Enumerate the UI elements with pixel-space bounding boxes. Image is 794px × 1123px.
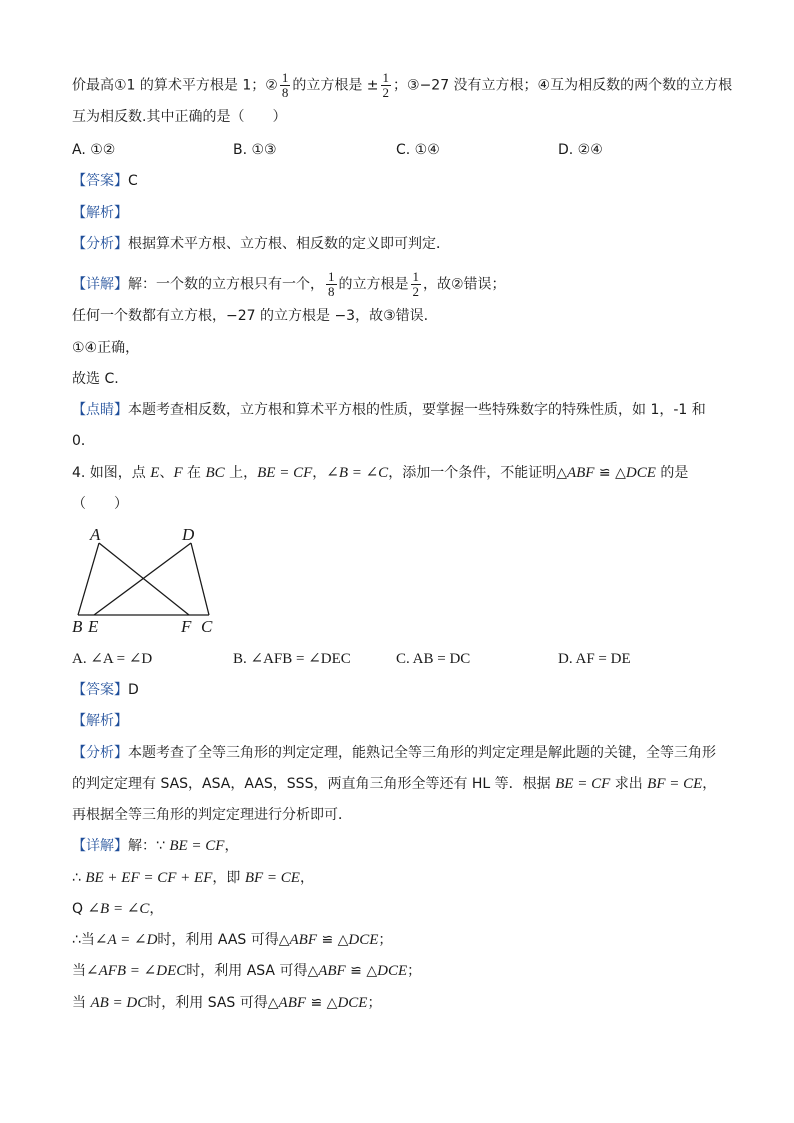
fraction-one-eighth: $\frac{1}{8}$ <box>328 269 335 299</box>
q3-line-any: 任何一个数都有立方根，−27 的立方根是 −3，故③错误. <box>72 308 429 324</box>
q3-answer: 【答案】C <box>72 173 138 189</box>
q4-jiexi: 【解析】 <box>72 713 128 729</box>
label-e: E <box>88 617 99 636</box>
q4-option-b[interactable]: B. ∠AFB = ∠DEC <box>233 651 351 667</box>
q4-xiangjie-1: 【详解】解：∵ BE = CF， <box>72 838 239 854</box>
q4-option-a[interactable]: A. ∠A = ∠D <box>72 651 153 667</box>
q3-line-correct: ①④正确， <box>72 340 140 356</box>
q4-fenxi-3: 再根据全等三角形的判定定理进行分析即可． <box>72 807 352 823</box>
label-b: B <box>72 617 83 636</box>
q4-answer: 【答案】D <box>72 682 139 698</box>
q4-xiangjie-6: 当 AB = DC时，利用 SAS 可得△ABF ≌ △DCE； <box>72 995 382 1011</box>
q3-dianjing-2: 0． <box>72 433 95 449</box>
q4-fenxi-2: 的判定定理有 SAS，ASA，AAS，SSS，两直角三角形全等还有 HL 等．根据 BE = CF 求出 BF = CE， <box>72 776 717 792</box>
label-d: D <box>182 525 195 544</box>
q4-xiangjie-4: ∴当∠A = ∠D时，利用 AAS 可得△ABF ≌ △DCE； <box>72 932 393 948</box>
q3-stem-line-2: 互为相反数.其中正确的是（ ） <box>72 109 287 125</box>
q4-xiangjie-3: Q ∠B = ∠C， <box>72 901 164 917</box>
q4-stem-2: （ ） <box>72 496 128 512</box>
q4-xiangjie-2: ∴ BE + EF = CF + EF，即 BF = CE， <box>72 870 314 886</box>
q3-option-a[interactable]: A. ①② <box>72 142 116 158</box>
label-c: C <box>201 617 213 636</box>
q4-fenxi-1: 【分析】本题考查了全等三角形的判定定理，能熟记全等三角形的判定定理是解此题的关键，全等三角形 <box>72 745 716 761</box>
geometry-figure <box>60 520 230 640</box>
fraction-one-eighth: $\frac{1}{8}$ <box>281 70 289 100</box>
q4-option-c[interactable]: C. AB = DC <box>396 651 471 667</box>
segment-dc <box>191 543 209 615</box>
q3-option-b[interactable]: B. ①③ <box>233 142 277 158</box>
q3-option-d[interactable]: D. ②④ <box>558 142 603 158</box>
q3-dianjing: 【点睛】本题考查相反数，立方根和算术平方根的性质，要掌握一些特殊数字的特殊性质，如 1，-1 和 <box>72 402 706 418</box>
segment-ab <box>78 543 99 615</box>
q4-stem: 4. 如图，点 E、F 在 BC 上，BE = CF，∠B = ∠C，添加一个条件，不能证明△ABF ≌ △DCE 的是 <box>72 465 689 481</box>
q4-option-d[interactable]: D. AF = DE <box>558 651 631 667</box>
fraction-one-half: $\frac{1}{2}$ <box>412 269 419 299</box>
q3-line-choose: 故选 C. <box>72 371 119 387</box>
fraction-one-half: $\frac{1}{2}$ <box>382 70 390 100</box>
q3-jiexi: 【解析】 <box>72 205 128 221</box>
q3-fenxi: 【分析】根据算术平方根、立方根、相反数的定义即可判定． <box>72 236 450 252</box>
q3-option-c[interactable]: C. ①④ <box>396 142 440 158</box>
label-f: F <box>181 617 192 636</box>
label-a: A <box>90 525 101 544</box>
q3-stem-line-1: 价最高①1 的算术平方根是 1；② $\frac{1}{8}$ 的立方根是 ± $\frac{1}{2}$ ；③−27 没有立方根；④互为相反数的两个数的立方根 <box>72 70 733 100</box>
q3-xiangjie: 【详解】解：一个数的立方根只有一个， $\frac{1}{8}$ 的立方根是 $\frac{1}{2}$ ，故②错误； <box>72 269 506 299</box>
q4-xiangjie-5: 当∠AFB = ∠DEC时，利用 ASA 可得△ABF ≌ △DCE； <box>72 963 422 979</box>
